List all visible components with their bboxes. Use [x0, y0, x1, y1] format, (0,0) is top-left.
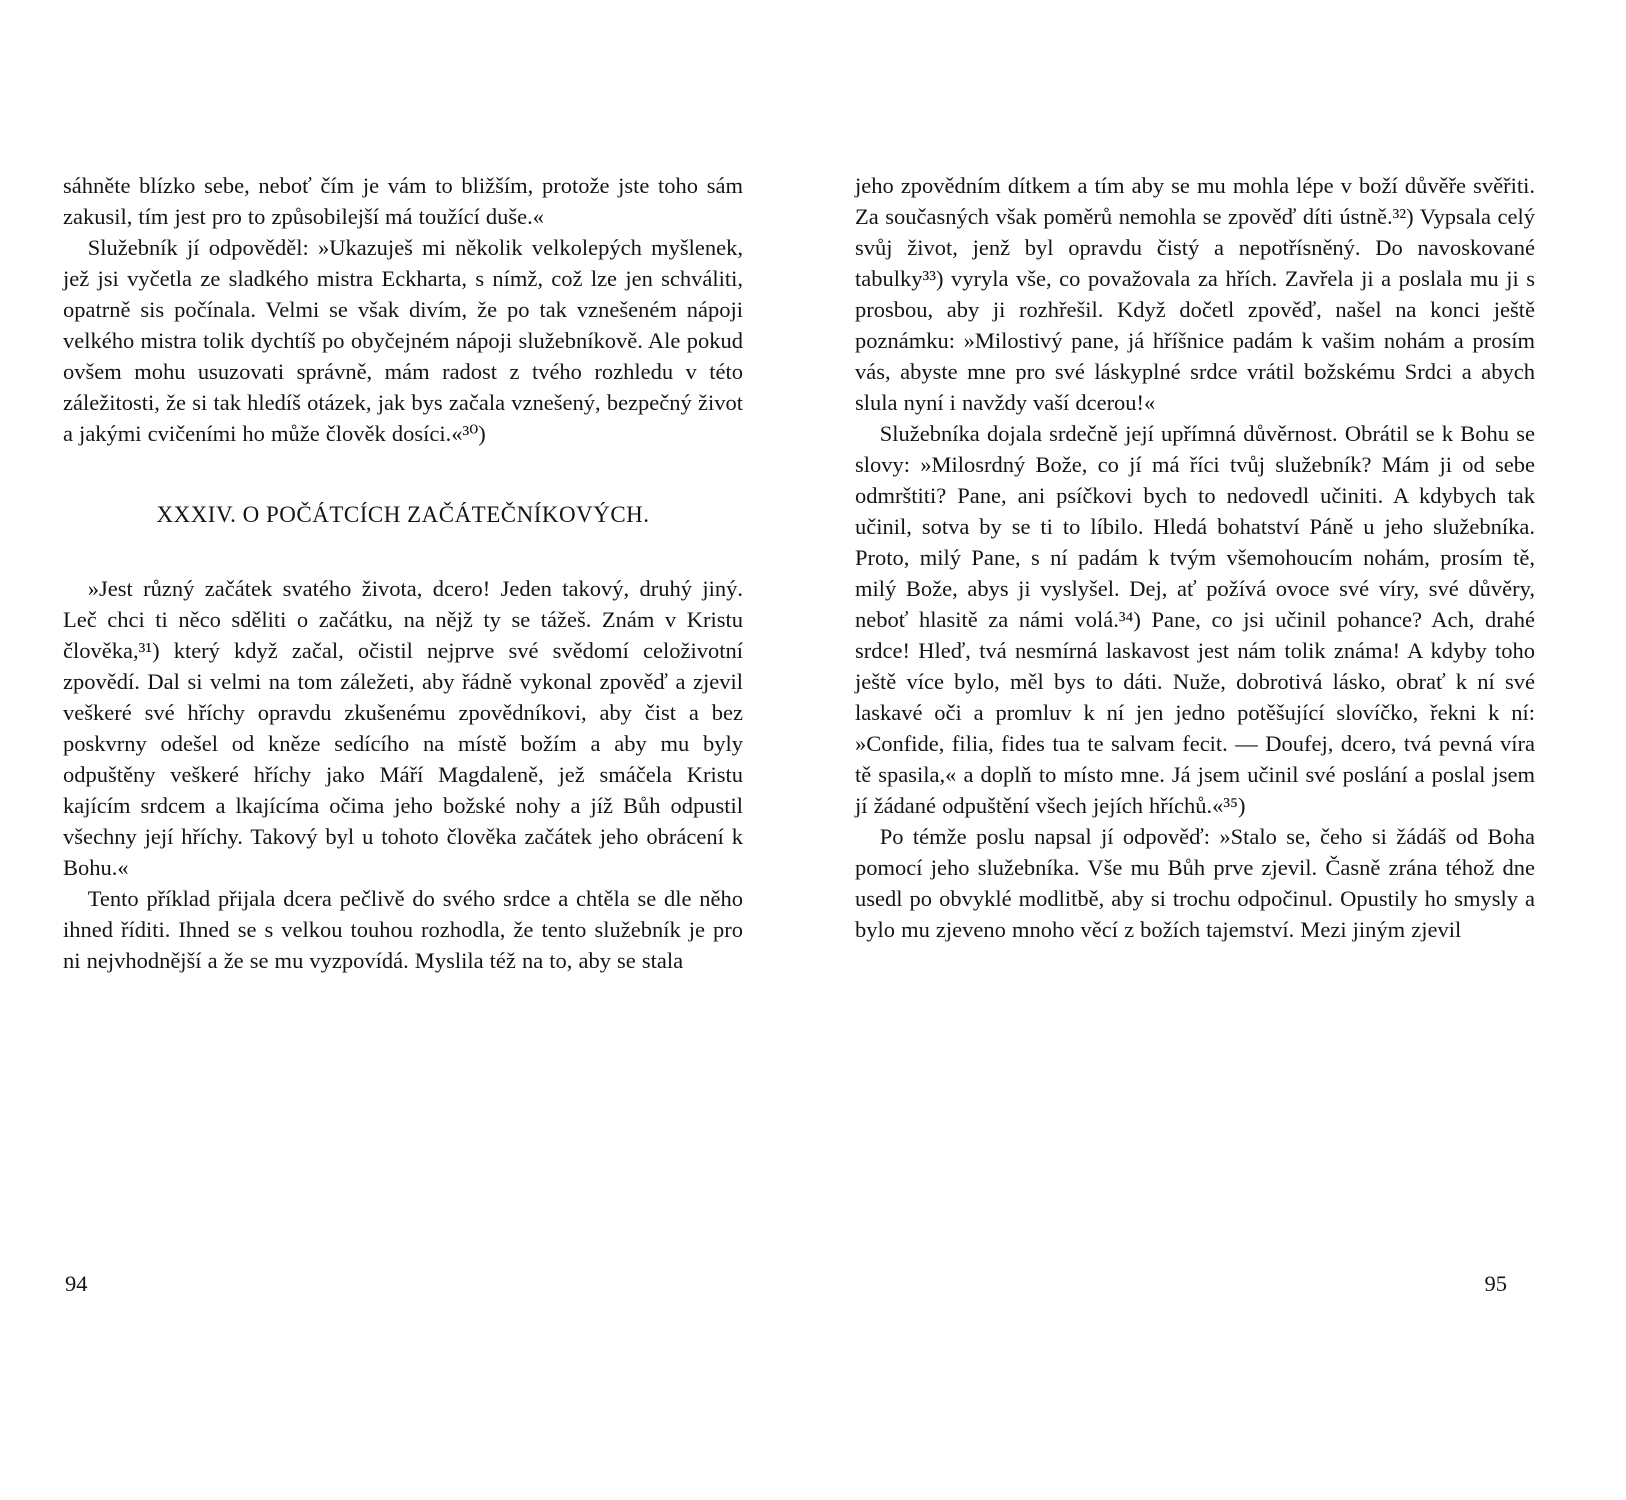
paragraph: »Jest různý začátek svatého života, dcero! Jeden takový, druhý jiný. Leč chci ti něco sděliti o začátku, na nějž ty se tážeš. Znám v Kristu člověka,³¹) který když začal, očistil nejprve své svědomí celoživotní zpovědí. Dal si velmi na tom záležeti, aby řádně vykonal zpověď a zjevil veškeré své hříchy opravdu zkušenému zpovědníkovi, aby čist a bez poskvrny odešel od kněze sedícího na místě božím a aby mu byly odpuštěny veškeré hříchy jako Máří Magdaleně, jež smáčela Kristu kajícím srdcem a lkajícíma očima jeho božské nohy a jíž Bůh odpustil všechny její hříchy. Takový byl u tohoto člověka začátek jeho obrácení k Bohu.«: [63, 576, 743, 880]
paragraph-continuation: sáhněte blízko sebe, neboť čím je vám to bližším, protože jste toho sám zakusil, tím jest pro to způsobilejší má toužící duše.«: [63, 173, 743, 229]
chapter-heading: XXXIV. O POČÁTCÍCH ZAČÁTEČNÍKOVÝCH.: [156, 502, 650, 527]
right-text-block: [855, 170, 1535, 945]
paragraph-continuation: jeho zpovědním dítkem a tím aby se mu mohla lépe v boží důvěře svěřiti. Za současných však poměrů nemohla se zpověď díti ústně.³²) Vypsala celý svůj život, jenž byl opravdu čistý a nepotřísněný. Do navoskované tabulky³³) vyryla vše, co považovala za hřích. Zavřela ji a poslala mu ji s prosbou, aby ji rozhřešil. Když dočetl zpověď, našel na konci ještě poznámku: »Milostivý pane, já hříšnice padám k vašim nohám a prosím vás, abyste mne pro své láskyplné srdce vrátil božskému Srdci a abych slula nyní i navždy vaší dcerou!«: [855, 173, 1535, 415]
paragraph: Služebník jí odpověděl: »Ukazuješ mi několik velkolepých myšlenek, jež jsi vyčetla ze sladkého mistra Eckharta, s nímž, což lze jen schváliti, opatrně sis počínala. Velmi se však divím, že po tak vznešeném nápoji velkého mistra tolik dychtíš po obyčejném nápoji služebníkově. Ale pokud ovšem mohu usuzovati správně, mám radost z tvého rozhledu v této záležitosti, že si tak hledíš otázek, jak bys začala vznešený, bezpečný život a jakými cvičeními ho může člověk dosíci.«³⁰): [63, 235, 743, 446]
paragraph: Po témže poslu napsal jí odpověď: »Stalo se, čeho si žádáš od Boha pomocí jeho služebníka. Vše mu Bůh prve zjevil. Časně zrána téhož dne usedl po obvyklé modlitbě, aby si trochu odpočinul. Opustily ho smysly a bylo mu zjeveno mnoho věcí z božích tajemství. Mezi jiným zjevil: [855, 824, 1535, 942]
paragraph: Tento příklad přijala dcera pečlivě do svého srdce a chtěla se dle něho ihned říditi. Ihned se s velkou touhou rozhodla, že tento služebník je pro ni nejvhodnější a že se mu vyzpovídá. Myslila též na to, aby se stala: [63, 886, 743, 973]
paragraph: Služebníka dojala srdečně její upřímná důvěrnost. Obrátil se k Bohu se slovy: »Milosrdný Bože, co jí má říci tvůj služebník? Mám ji od sebe odmrštiti? Pane, ani psíčkovi bych to nedovedl učiniti. A kdybych tak učinil, sotva by se ti to líbilo. Hledá bohatství Páně u jeho služebníka. Proto, milý Pane, s ní padám k tvým všemohoucím nohám, prosím tě, milý Bože, abys ji vyslyšel. Dej, ať požívá ovoce své víry, své důvěry, neboť hlasitě za námi volá.³⁴) Pane, co jsi učinil pohance? Ach, drahé srdce! Hleď, tvá nesmírná laskavost jest nám tolik známa! A kdyby toho ještě více bylo, měl bys to dáti. Nuže, dobrotivá lásko, obrať k ní své laskavé oči a promluv k ní jen jedno potěšující slovíčko, řekni k ní: »Confide, filia, fides tua te salvam fecit. — Doufej, dcero, tvá pevná víra tě spasila,« a doplň to místo mne. Já jsem učinil své poslání a poslal jsem jí žádané odpuštění všech jejích hříchů.«³⁵): [855, 421, 1535, 818]
page-right: [855, 0, 1535, 1500]
page-left: [63, 0, 743, 1500]
page-number-left: 94: [65, 1271, 88, 1296]
left-text-block: [63, 170, 743, 976]
page-number-right: 95: [1484, 1271, 1507, 1296]
